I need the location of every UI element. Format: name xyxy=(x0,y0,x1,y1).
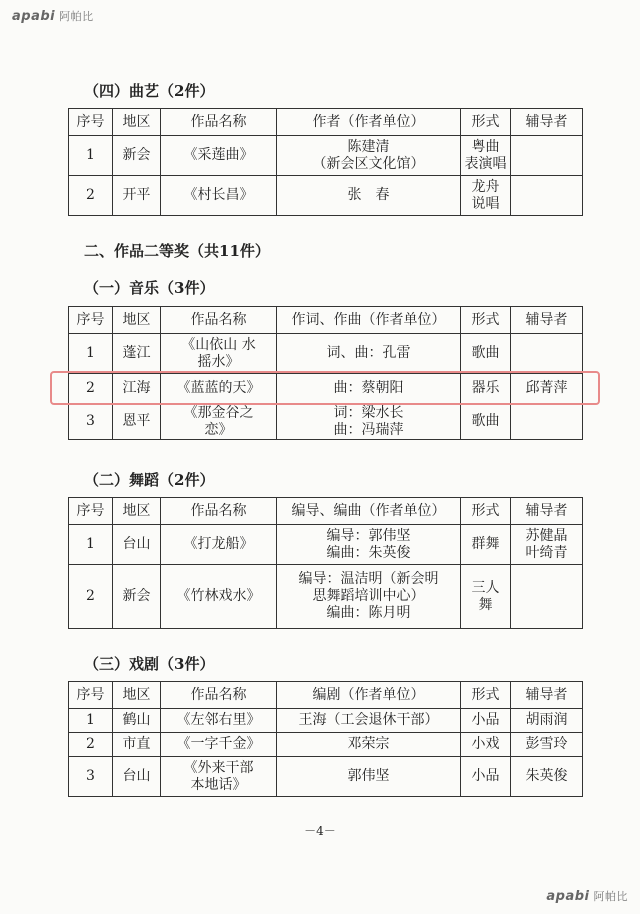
table-row xyxy=(69,176,583,216)
cell-tutor: 朱英俊 xyxy=(511,757,583,797)
column-header-tutor: 辅导者 xyxy=(511,498,583,525)
cell-form: 小品 xyxy=(461,757,511,797)
cell-tutor xyxy=(511,334,583,374)
cell-region: 新会 xyxy=(113,565,161,629)
cell-tutor xyxy=(511,404,583,440)
table-header-row xyxy=(69,307,583,334)
section-heading-quyi: （四）曲艺（2件） xyxy=(84,82,215,100)
column-header-tutor: 辅导者 xyxy=(511,307,583,334)
table-header-row xyxy=(69,109,583,136)
table-row xyxy=(69,565,583,629)
drama-table xyxy=(68,681,583,797)
cell-region: 江海 xyxy=(113,374,161,404)
section-heading-dance: （二）舞蹈（2件） xyxy=(84,471,215,489)
cell-form: 龙舟 说唱 xyxy=(461,176,511,216)
table-row xyxy=(69,757,583,797)
cell-no: 1 xyxy=(69,709,113,733)
cell-region: 鹤山 xyxy=(113,709,161,733)
cell-form: 器乐 xyxy=(461,374,511,404)
apabi-logo-top: apabi 阿帕比 xyxy=(12,9,94,24)
table-row xyxy=(69,525,583,565)
cell-author: 邓荣宗 xyxy=(277,733,461,757)
cell-tutor: 苏健晶 叶绮青 xyxy=(511,525,583,565)
cell-no: 1 xyxy=(69,525,113,565)
cell-author: 编导：郭伟坚 编曲：朱英俊 xyxy=(277,525,461,565)
table-header-row xyxy=(69,682,583,709)
column-header-title: 作品名称 xyxy=(161,498,277,525)
cell-title: 《山依山 水 摇水》 xyxy=(161,334,277,374)
column-header-title: 作品名称 xyxy=(161,682,277,709)
table-row xyxy=(69,709,583,733)
page-number: －4－ xyxy=(304,824,336,838)
cell-form: 歌曲 xyxy=(461,404,511,440)
column-header-no: 序号 xyxy=(69,682,113,709)
column-header-no: 序号 xyxy=(69,109,113,136)
section-heading-music: （一）音乐（3件） xyxy=(84,279,215,297)
cell-form: 群舞 xyxy=(461,525,511,565)
cell-tutor xyxy=(511,136,583,176)
cell-no: 2 xyxy=(69,565,113,629)
column-header-tutor: 辅导者 xyxy=(511,682,583,709)
cell-title: 《外来干部 本地话》 xyxy=(161,757,277,797)
column-header-title: 作品名称 xyxy=(161,109,277,136)
cell-no: 2 xyxy=(69,176,113,216)
table-row xyxy=(69,136,583,176)
cell-title: 《左邻右里》 xyxy=(161,709,277,733)
column-header-form: 形式 xyxy=(461,682,511,709)
cell-region: 台山 xyxy=(113,757,161,797)
column-header-region: 地区 xyxy=(113,682,161,709)
cell-title: 《那金谷之 恋》 xyxy=(161,404,277,440)
cell-no: 1 xyxy=(69,136,113,176)
column-header-author: 作者（作者单位） xyxy=(277,109,461,136)
cell-no: 3 xyxy=(69,757,113,797)
cell-form: 小戏 xyxy=(461,733,511,757)
column-header-no: 序号 xyxy=(69,498,113,525)
dance-table xyxy=(68,497,583,629)
column-header-form: 形式 xyxy=(461,307,511,334)
cell-form: 三人 舞 xyxy=(461,565,511,629)
cell-no: 3 xyxy=(69,404,113,440)
cell-form: 歌曲 xyxy=(461,334,511,374)
cell-title: 《一字千金》 xyxy=(161,733,277,757)
cell-title: 《采莲曲》 xyxy=(161,136,277,176)
cell-author: 词、曲：孔雷 xyxy=(277,334,461,374)
cell-region: 恩平 xyxy=(113,404,161,440)
column-header-author: 作词、作曲（作者单位） xyxy=(277,307,461,334)
column-header-form: 形式 xyxy=(461,498,511,525)
music-table xyxy=(68,306,583,440)
column-header-form: 形式 xyxy=(461,109,511,136)
cell-form: 小品 xyxy=(461,709,511,733)
cell-region: 台山 xyxy=(113,525,161,565)
column-header-region: 地区 xyxy=(113,109,161,136)
cell-author: 词：梁水长 曲：冯瑞萍 xyxy=(277,404,461,440)
column-header-region: 地区 xyxy=(113,307,161,334)
cell-region: 蓬江 xyxy=(113,334,161,374)
cell-region: 开平 xyxy=(113,176,161,216)
column-header-author: 编剧（作者单位） xyxy=(277,682,461,709)
cell-author: 陈建清 （新会区文化馆） xyxy=(277,136,461,176)
apabi-logo-bottom: apabi 阿帕比 xyxy=(546,889,628,904)
column-header-author: 编导、编曲（作者单位） xyxy=(277,498,461,525)
table-row xyxy=(69,404,583,440)
cell-title: 《蓝蓝的天》 xyxy=(161,374,277,404)
column-header-region: 地区 xyxy=(113,498,161,525)
cell-title: 《打龙船》 xyxy=(161,525,277,565)
table-header-row xyxy=(69,498,583,525)
cell-tutor xyxy=(511,176,583,216)
table-row xyxy=(69,374,583,404)
cell-title: 《村长昌》 xyxy=(161,176,277,216)
table-row xyxy=(69,334,583,374)
cell-region: 市直 xyxy=(113,733,161,757)
cell-no: 1 xyxy=(69,334,113,374)
quyi-table xyxy=(68,108,583,216)
cell-author: 郭伟坚 xyxy=(277,757,461,797)
cell-tutor: 邱菁萍 xyxy=(511,374,583,404)
table-row xyxy=(69,733,583,757)
section-heading-drama: （三）戏剧（3件） xyxy=(84,655,215,673)
column-header-no: 序号 xyxy=(69,307,113,334)
cell-tutor: 彭雪玲 xyxy=(511,733,583,757)
cell-region: 新会 xyxy=(113,136,161,176)
cell-author: 王海（工会退休干部） xyxy=(277,709,461,733)
cell-no: 2 xyxy=(69,374,113,404)
cell-author: 编导：温洁明（新会明 思舞蹈培训中心） 编曲：陈月明 xyxy=(277,565,461,629)
cell-author: 张 春 xyxy=(277,176,461,216)
cell-form: 粤曲 表演唱 xyxy=(461,136,511,176)
cell-no: 2 xyxy=(69,733,113,757)
cell-tutor xyxy=(511,565,583,629)
cell-tutor: 胡雨润 xyxy=(511,709,583,733)
cell-title: 《竹林戏水》 xyxy=(161,565,277,629)
second-prize-heading: 二、作品二等奖（共11件） xyxy=(84,242,270,260)
column-header-title: 作品名称 xyxy=(161,307,277,334)
cell-author: 曲：蔡朝阳 xyxy=(277,374,461,404)
column-header-tutor: 辅导者 xyxy=(511,109,583,136)
